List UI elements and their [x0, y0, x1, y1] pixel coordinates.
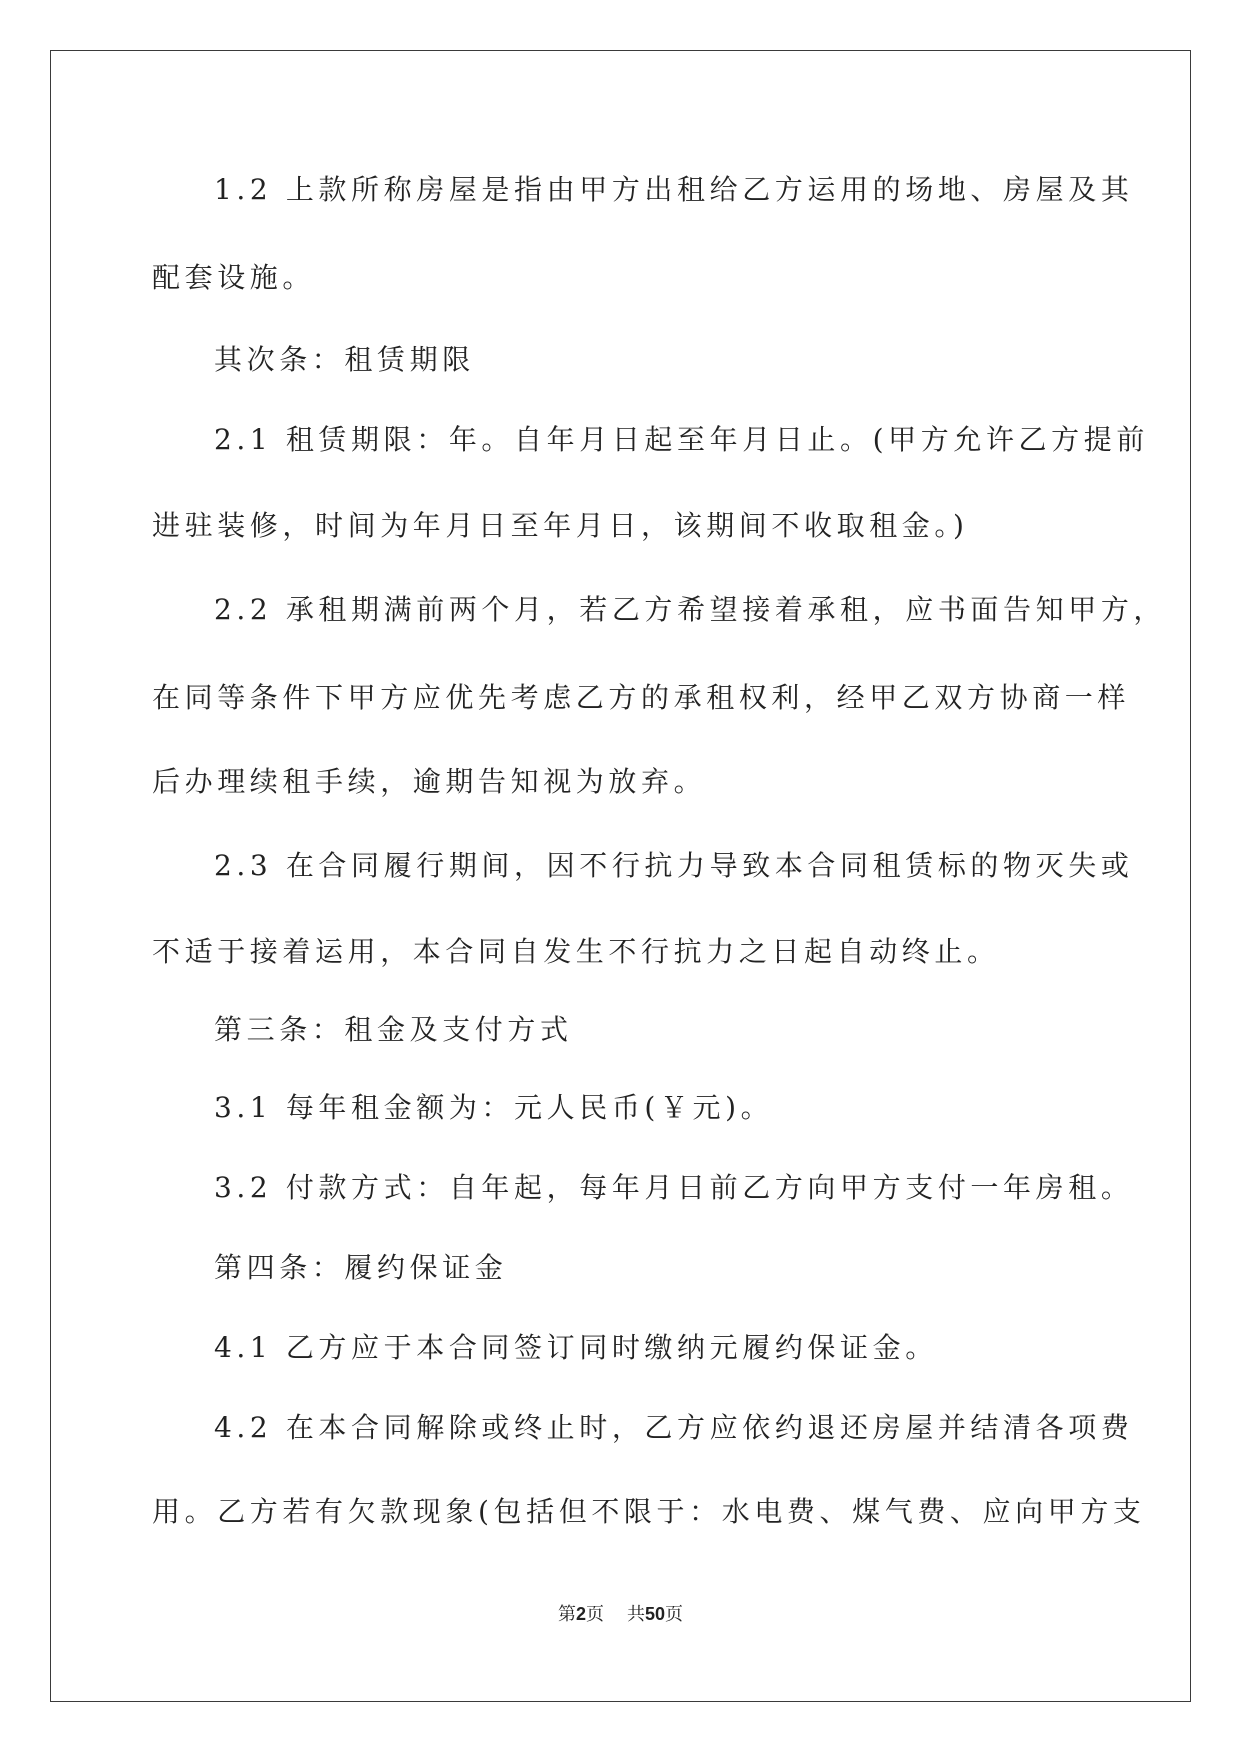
page-word: 页: [586, 1604, 605, 1625]
paragraph-line: 后办理续租手续，逾期告知视为放弃。: [152, 765, 707, 798]
section-heading: 其次条：租赁期限: [214, 343, 475, 376]
paragraph-line: 配套设施。: [152, 261, 316, 294]
paragraph-line: 4.2 在本合同解除或终止时，乙方应依约退还房屋并结清各项费: [214, 1411, 1134, 1444]
paragraph-line: 用。乙方若有欠款现象(包括但不限于：水电费、煤气费、应向甲方支: [152, 1495, 1146, 1528]
paragraph-line: 2.1 租赁期限：年。自年月日起至年月日止。(甲方允许乙方提前: [214, 423, 1149, 456]
paragraph-line: 2.2 承租期满前两个月，若乙方希望接着承租，应书面告知甲方，: [214, 593, 1167, 626]
paragraph-line: 进驻装修，时间为年月日至年月日，该期间不收取租金。): [152, 509, 969, 542]
page-footer: [0, 1602, 1241, 1627]
paragraph-line: 不适于接着运用，本合同自发生不行抗力之日起自动终止。: [152, 935, 1000, 968]
paragraph-line: 3.2 付款方式：自年起，每年月日前乙方向甲方支付一年房租。: [214, 1171, 1134, 1204]
page-prefix: 第: [558, 1604, 577, 1625]
paragraph-line: 3.1 每年租金额为：元人民币(￥元)。: [214, 1091, 774, 1124]
total-prefix: 共: [626, 1604, 645, 1625]
paragraph-line: 在同等条件下甲方应优先考虑乙方的承租权利，经甲乙双方协商一样: [152, 681, 1131, 714]
current-page-number: 2: [576, 1604, 587, 1624]
paragraph-line: 1.2 上款所称房屋是指由甲方出租给乙方运用的场地、房屋及其: [214, 173, 1134, 206]
total-word: 页: [664, 1604, 683, 1625]
paragraph-line: 2.3 在合同履行期间，因不行抗力导致本合同租赁标的物灭失或: [214, 849, 1134, 882]
section-heading: 第三条：租金及支付方式: [214, 1013, 573, 1046]
total-page-count: 50: [644, 1604, 665, 1624]
section-heading: 第四条：履约保证金: [214, 1251, 508, 1284]
paragraph-line: 4.1 乙方应于本合同签订同时缴纳元履约保证金。: [214, 1331, 938, 1364]
